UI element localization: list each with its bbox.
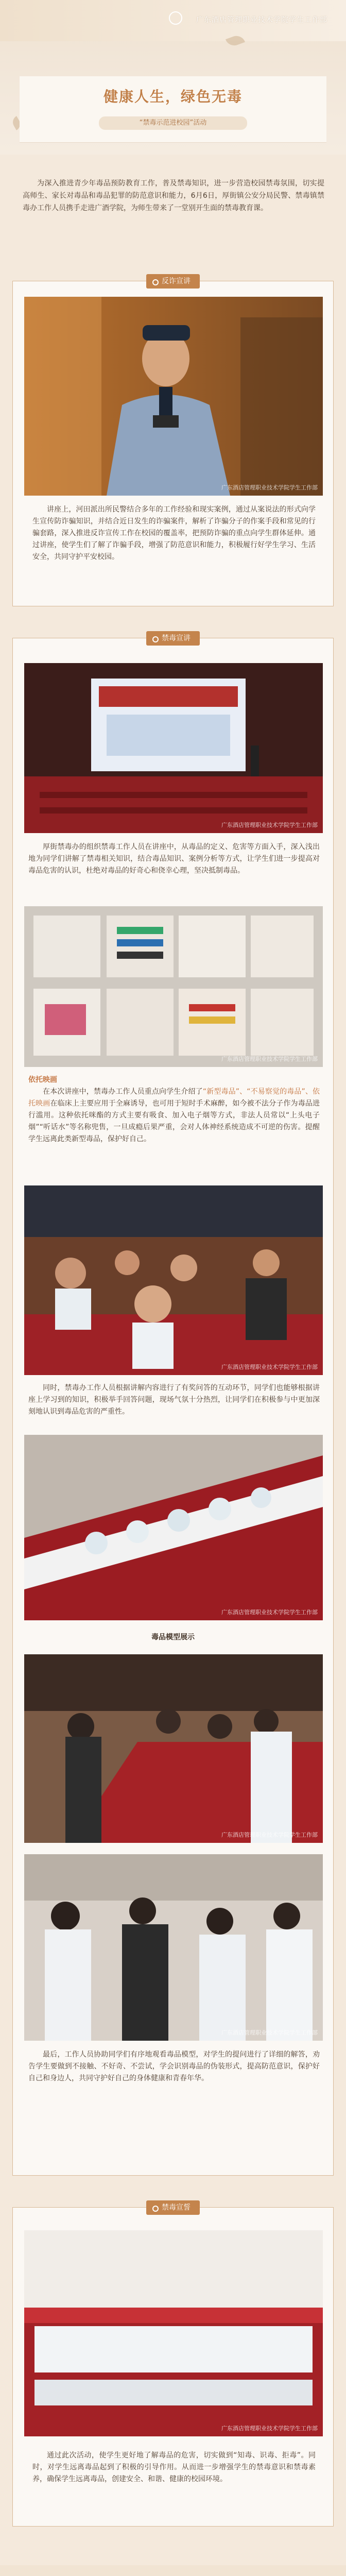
students-audience-image (24, 1185, 323, 1375)
intro-paragraph: 为深入推进青少年毒品预防教育工作，普及禁毒知识，进一步营造校园禁毒氛围，切实提高师生、家长对毒品和毒品犯罪的防范意识和能力，6月6日，厚街镇公安分局民警、禁毒镇禁毒办工作人员携手走进广酒学院，为师生带来了一堂别开生面的禁毒教育课。 (23, 179, 324, 212)
watermark: 广东酒店管理职业技术学院学生工作部 (221, 2425, 318, 2432)
students-photo (24, 1185, 323, 1375)
etomidate-paragraph (28, 1074, 320, 1145)
photo-caption: 毒品模型展示 (151, 1633, 195, 1641)
closing-paragraph: 最后，工作人员协助同学们有序地观看毒品模型，对学生的提问进行了详细的解答，劝告学生要做到不接触、不好奇、不尝试，学会识别毒品的伪装形式，提高防范意识，保护好自己和身边人，共同守护好自己的身体健康和青春年华。 (28, 2050, 320, 2082)
watermark: 广东酒店管理职业技术学院学生工作部 (221, 1056, 318, 1062)
drug-samples-photo (24, 906, 323, 1067)
watermark: 广东酒店管理职业技术学院学生工作部 (221, 1609, 318, 1616)
watermark: 广东酒店管理职业技术学院学生工作部 (221, 484, 318, 491)
lecture-hall-image (24, 663, 323, 833)
students-viewing-models-image (24, 1654, 323, 1843)
oath-photo (24, 2230, 323, 2436)
drug-samples-image (24, 906, 323, 1067)
watermark: 广东酒店管理职业技术学院学生工作部 (221, 2029, 318, 2036)
section-tag: 反诈宣讲 (146, 274, 200, 289)
watermark: 广东酒店管理职业技术学院学生工作部 (221, 1364, 318, 1370)
highlight-text: “新型毒品”、“不易察觉的毒品”、依托映画 (28, 1088, 320, 1108)
school-name: 广东酒店管理职业技术学院学生工作部 (196, 16, 327, 24)
highlight-label: 依托映画 (28, 1076, 57, 1084)
watermark: 广东酒店管理职业技术学院学生工作部 (221, 1832, 318, 1838)
oath-ceremony-image (24, 2230, 323, 2436)
section-paragraph: 讲座上，河田派出所民警结合多年的工作经验和现实案例，通过从案说法的形式向学生宣传防诈骗知识，并结合近日发生的诈骗案件，解析了诈骗分子的作案手段和常见的行骗套路，深入推进反诈宣传工作在校园的覆盖率，把预防诈骗的重点向学生群体延伸。通过讲座，使学生们了解了诈骗手段，增强了防范意识和能力，积极履行好学生学习、生活安全，共同守护平安校园。 (32, 505, 316, 561)
section-tag: 禁毒宣讲 (146, 631, 200, 646)
footer-decoration (0, 2565, 346, 2576)
watermark: 广东酒店管理职业技术学院学生工作部 (221, 822, 318, 828)
school-logo-icon (169, 11, 182, 25)
students-discussion-image (24, 1854, 323, 2041)
title-card (20, 76, 326, 142)
quiz-paragraph: 同时，禁毒办工作人员根据讲解内容进行了有奖问答的互动环节，同学们也能够根据讲座上学习到的知识，积极举手回答问题，现场气氛十分热烈，让同学们在积极参与中更加深刻地认识到毒品危害的严重性。 (28, 1384, 320, 1416)
header-banner (0, 0, 346, 155)
section-paragraph: 通过此次活动，使学生更好地了解毒品的危害，切实做到“知毒、识毒、拒毒”。同时，对学生远离毒品起到了积极的引导作用。从而进一步增强学生的禁毒意识和禁毒素养，确保学生远离毒品，创建安全、和谐、健康的校园环境。 (32, 2451, 316, 2483)
lecture-photo (24, 297, 323, 496)
paragraph-text: 在本次讲座中，禁毒办工作人员重点向学生介绍了 (43, 1088, 203, 1096)
students-discussion-photo (24, 1854, 323, 2041)
section-tag: 禁毒宣誓 (146, 2200, 200, 2215)
drug-models-photo (24, 1435, 323, 1620)
paragraph-text: 在临床上主要应用于全麻诱导，也可用于短时手术麻醉，如今被不法分子作为毒品进行滥用。这种依托咪酯的方式主要有吸食、加入电子烟等方式，非法人员常以“上头电子烟”“听话水”等名称兜售，一旦成瘾后果严重，会对人体神经系统造成不可逆的伤害。提醒学生远离此类新型毒品，保护好自己。 (28, 1099, 320, 1143)
page-title: 健康人生，绿色无毒 (103, 88, 243, 105)
drug-models-table-image (24, 1435, 323, 1620)
section-anti-fraud (12, 277, 334, 606)
section-oath (12, 2204, 334, 2527)
students-viewing-photo (24, 1654, 323, 1843)
auditorium-photo (24, 663, 323, 833)
page-subtitle: “禁毒示范进校园”活动 (99, 116, 247, 130)
section-drug-education (12, 634, 334, 2176)
police-speaker-image (24, 297, 323, 496)
section-paragraph: 厚街禁毒办的组织禁毒工作人员在讲座中，从毒品的定义、危害等方面入手，深入浅出地为同学们讲解了禁毒相关知识，结合毒品知识、案例分析等方式，让学生们进一步提高对毒品危害的认识，杜绝对毒品的好奇心和侥幸心理，坚决抵制毒品。 (28, 843, 320, 875)
